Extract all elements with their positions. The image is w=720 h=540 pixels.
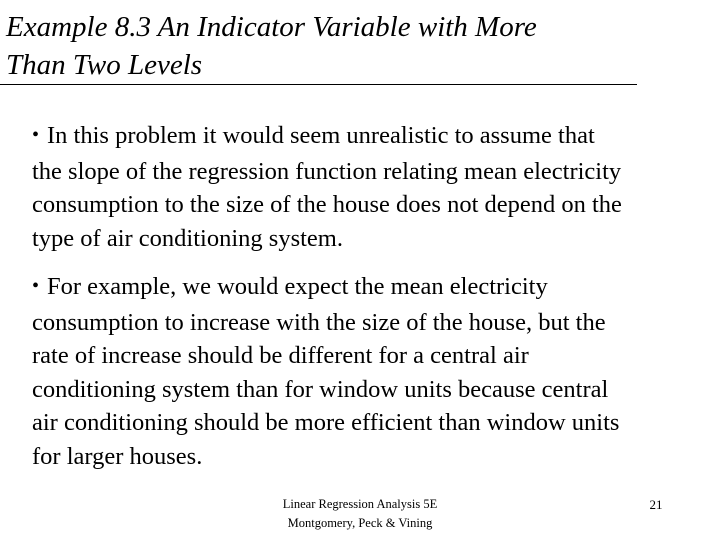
bullet-2-line-6: for larger houses. (32, 442, 203, 470)
bullet-1-line-1 (32, 119, 712, 155)
bullet-point-1 (32, 119, 712, 255)
footer-authors: Montgomery, Peck & Vining (287, 516, 433, 530)
page-number: 21 (649, 497, 663, 512)
slide-title (6, 8, 646, 84)
footer-credit (240, 495, 480, 533)
bullet-1-line-1-text: In this problem it would seem unrealistic to assume that (47, 122, 595, 149)
bullet-2-line-5: air conditioning should be more efficient than window units (32, 409, 620, 437)
bullet-dot-icon: • (32, 124, 40, 146)
bullet-1-line-3: consumption to the size of the house does not depend on the (32, 191, 622, 219)
title-underline-divider (0, 84, 637, 85)
bullet-point-2 (32, 270, 712, 474)
slide-title-line-2: Than Two Levels (6, 49, 203, 81)
bullet-2-line-2: consumption to increase with the size of the house, but the (32, 308, 606, 336)
footer-book-title: Linear Regression Analysis 5E (282, 497, 438, 511)
slide-title-line-1: Example 8.3 An Indicator Variable with More (6, 11, 537, 43)
bullet-dot-icon: • (32, 275, 40, 297)
bullet-1-line-2: the slope of the regression function relating mean electricity (32, 157, 622, 185)
bullet-1-line-4: type of air conditioning system. (32, 224, 343, 252)
bullet-2-line-1 (32, 270, 712, 306)
bullet-2-line-1-text: For example, we would expect the mean electricity (47, 273, 548, 300)
bullet-2-line-4: conditioning system than for window units because central (32, 375, 609, 403)
bullet-2-line-3: rate of increase should be different for a central air (32, 342, 529, 370)
